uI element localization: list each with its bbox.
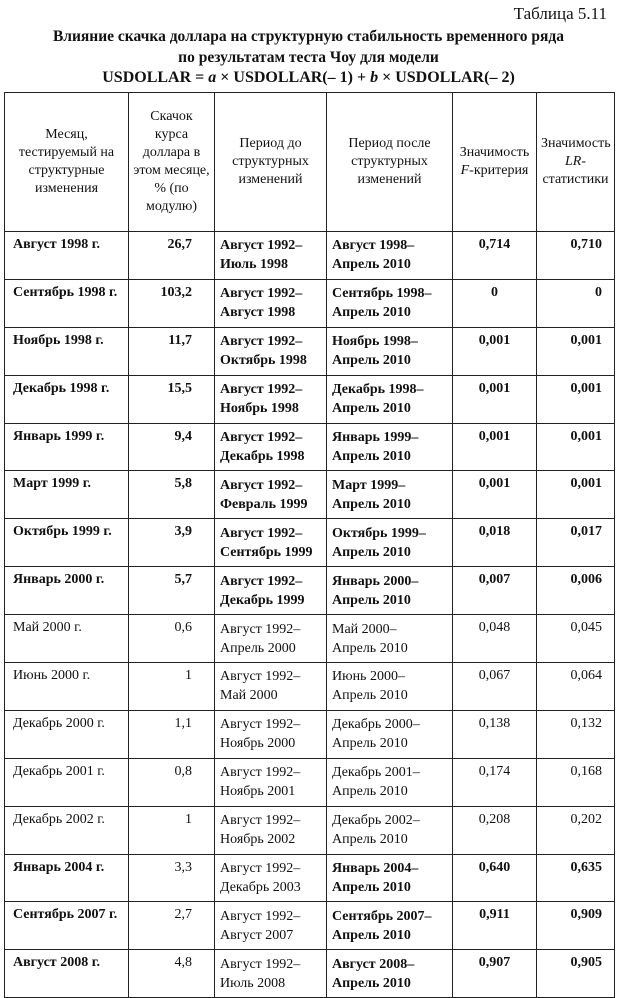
cell-period-after-text: Октябрь 1999– [332,525,426,541]
cell-period-before-text: Ноябрь 2000 [220,736,296,752]
cell-lr-significance-text: 0,635 [570,859,602,875]
table-row [5,854,615,902]
table-row [5,232,615,280]
cell-month-text: Ноябрь 1998 г. [13,332,104,348]
cell-f-significance-text: 0,067 [478,668,511,684]
cell-period-before [215,758,327,806]
cell-lr-significance [537,471,615,519]
cell-period-before-text: Август 1992– [220,669,301,685]
cell-lr-significance-text: 0,006 [570,572,602,588]
cell-period-after-text: Сентябрь 1998– [332,286,432,302]
cell-period-after-text: Апрель 2010 [332,401,411,417]
model-formula: USDOLLAR = a × USDOLLAR(– 1) + b × USDOLLAR(– 2) [102,69,515,86]
cell-period-after-text: Апрель 2010 [332,353,411,369]
cell-lr-significance [537,279,615,327]
table-row [5,423,615,471]
cell-period-after [327,279,453,327]
table-row [5,327,615,375]
cell-jump [129,519,215,567]
cell-jump-text: 5,8 [174,476,192,492]
cell-f-significance [453,710,537,758]
cell-jump-text: 0,6 [174,620,192,636]
cell-period-before [215,279,327,327]
cell-f-significance-text: 0,001 [478,380,511,396]
cell-period-after [327,950,453,998]
cell-period-before [215,854,327,902]
cell-jump [129,615,215,663]
cell-jump-text: 26,7 [167,237,192,252]
cell-month-text: Август 2008 г. [13,955,100,971]
cell-period-before-text: Август 1992– [220,430,303,445]
cell-lr-significance [537,327,615,375]
header-period-before: Период до структурных изменений [215,93,327,232]
cell-period-before-text: Декабрь 1998 [220,449,305,464]
cell-lr-significance [537,375,615,423]
cell-lr-significance-text: 0 [595,284,602,300]
cell-lr-significance-text: 0,001 [570,332,602,348]
cell-period-before-text: Ноябрь 2001 [220,784,296,800]
cell-period-before [215,710,327,758]
cell-month-text: Август 1998 г. [13,237,100,252]
cell-month [5,854,129,902]
cell-period-after-text: Апрель 2010 [332,544,411,560]
cell-lr-significance [537,902,615,950]
cell-lr-significance-text: 0,001 [570,428,602,444]
cell-period-after-text: Апрель 2010 [332,927,411,943]
cell-period-before-text: Август 1992– [220,621,301,637]
cell-f-significance [453,519,537,567]
cell-f-significance-text: 0,714 [478,237,511,252]
cell-period-before [215,567,327,615]
cell-period-before [215,663,327,711]
cell-period-after-text: Декабрь 2002– [332,813,420,829]
cell-month-text: Сентябрь 2007 г. [13,907,118,923]
cell-period-before [215,232,327,280]
cell-jump [129,375,215,423]
cell-period-before [215,375,327,423]
cell-period-after-text: Апрель 2010 [332,784,408,800]
cell-month-text: Январь 2004 г. [13,859,105,875]
formula-lhs: USDOLLAR [102,69,192,86]
cell-month [5,423,129,471]
title-line-1: Влияние скачка доллара на структурную стабильность временного ряда [52,28,565,45]
table-row [5,279,615,327]
cell-month [5,950,129,998]
header-f-prefix: Значимость [459,145,530,160]
cell-jump-text: 2,7 [174,907,192,923]
cell-period-after [327,567,453,615]
cell-period-before-text: Октябрь 1998 [220,353,307,369]
cell-period-after [327,519,453,567]
cell-period-after-text: Апрель 2010 [332,257,411,273]
header-period-after: Период после структурных изменений [327,93,453,232]
cell-jump-text: 1,1 [174,715,192,731]
cell-f-significance [453,279,537,327]
cell-period-after-text: Март 1999– [332,477,406,493]
cell-month [5,375,129,423]
formula-coef-a: a [208,69,217,86]
cell-period-after-text: Январь 1999– [332,430,419,445]
cell-period-after [327,471,453,519]
cell-month [5,519,129,567]
cell-period-before-text: Август 1992– [220,477,303,493]
cell-f-significance [453,327,537,375]
cell-period-before-text: Август 2007 [220,927,294,943]
cell-period-before-text: Сентябрь 1999 [220,544,313,560]
cell-f-significance [453,902,537,950]
cell-month-text: Октябрь 1999 г. [13,524,112,540]
cell-f-significance [453,758,537,806]
cell-lr-significance [537,663,615,711]
cell-jump-text: 15,5 [167,380,192,396]
cell-f-significance-text: 0,001 [478,332,511,348]
cell-month-text: Май 2000 г. [13,620,82,636]
cell-jump-text: 11,7 [168,332,192,348]
cell-jump-text: 1 [185,668,192,684]
cell-period-before [215,806,327,854]
cell-jump-text: 3,9 [174,524,192,540]
cell-jump [129,567,215,615]
cell-jump-text: 4,8 [174,955,192,971]
cell-f-significance [453,423,537,471]
cell-lr-significance-text: 0,168 [570,763,602,779]
cell-period-after [327,710,453,758]
cell-month [5,232,129,280]
cell-period-after-text: Апрель 2010 [332,880,411,896]
cell-f-significance [453,567,537,615]
cell-lr-significance [537,950,615,998]
cell-jump [129,327,215,375]
cell-jump [129,471,215,519]
cell-f-significance-text: 0,174 [478,763,511,779]
formula-term-2: USDOLLAR(– 2) [395,69,515,86]
cell-jump [129,232,215,280]
cell-f-significance-text: 0,208 [478,811,511,827]
cell-period-after-text: Апрель 2010 [332,640,408,656]
cell-f-significance-text: 0,007 [478,572,511,588]
cell-period-before-text: Август 1992– [220,334,303,350]
cell-period-after-text: Апрель 2010 [332,305,411,321]
cell-period-after-text: Декабрь 2000– [332,717,420,733]
cell-period-after-text: Январь 2004– [332,861,419,877]
cell-month [5,663,129,711]
cell-lr-significance [537,567,615,615]
cell-period-after-text: Ноябрь 1998– [332,334,418,350]
cell-period-before-text: Август 1992– [220,238,303,254]
cell-period-after [327,423,453,471]
cell-jump [129,423,215,471]
cell-month [5,471,129,519]
cell-period-before [215,519,327,567]
cell-lr-significance-text: 0,045 [570,620,602,636]
table-number: Таблица 5.11 [513,4,607,23]
cell-period-before [215,950,327,998]
cell-f-significance [453,663,537,711]
cell-period-after [327,758,453,806]
cell-month [5,567,129,615]
cell-jump [129,854,215,902]
cell-month-text: Декабрь 2002 г. [13,811,105,827]
table-row [5,950,615,998]
cell-period-before-text: Август 1992– [220,286,303,302]
cell-period-before-text: Август 1992– [220,765,301,781]
cell-month-text: Декабрь 1998 г. [13,380,110,396]
cell-period-after [327,615,453,663]
cell-f-significance [453,806,537,854]
cell-jump [129,279,215,327]
cell-period-before-text: Август 1992– [220,573,303,589]
title-line-2: по результатам теста Чоу для модели [178,49,439,66]
cell-lr-significance [537,232,615,280]
cell-period-after-text: Апрель 2010 [332,832,408,848]
table-row [5,758,615,806]
cell-jump [129,806,215,854]
table-row [5,806,615,854]
cell-month [5,758,129,806]
cell-jump [129,663,215,711]
table-row [5,567,615,615]
cell-lr-significance [537,854,615,902]
cell-period-before-text: Август 1992– [220,956,301,972]
chow-test-table [4,92,615,998]
formula-coef-b: b [370,69,379,86]
cell-month-text: Сентябрь 1998 г. [13,284,118,300]
cell-lr-significance-text: 0,001 [570,476,602,492]
cell-period-after-text: Август 2008– [332,956,415,972]
cell-f-significance [453,854,537,902]
cell-month-text: Январь 1999 г. [13,428,105,444]
cell-month [5,710,129,758]
cell-lr-significance [537,615,615,663]
table-row [5,902,615,950]
cell-period-before-text: Декабрь 1999 [220,592,305,608]
cell-f-significance-text: 0,911 [479,907,510,923]
cell-jump-text: 5,7 [174,572,192,588]
cell-period-before-text: Ноябрь 2002 [220,832,296,848]
cell-lr-significance [537,519,615,567]
cell-jump-text: 9,4 [174,428,192,444]
cell-jump-text: 3,3 [174,859,192,875]
cell-jump [129,950,215,998]
table-title [0,26,617,68]
cell-period-after [327,232,453,280]
cell-f-significance [453,471,537,519]
cell-period-after-text: Сентябрь 2007– [332,908,432,924]
cell-period-after-text: Апрель 2010 [332,496,411,512]
cell-period-after [327,327,453,375]
header-f-significance [453,93,537,232]
cell-period-before [215,423,327,471]
cell-jump [129,758,215,806]
cell-lr-significance [537,710,615,758]
header-lr-prefix: Значимость [541,136,611,151]
cell-f-significance-text: 0,018 [478,524,511,540]
cell-f-significance [453,615,537,663]
cell-lr-significance-text: 0,001 [570,380,602,396]
cell-f-significance-text: 0,138 [478,715,511,731]
cell-period-after-text: Июнь 2000– [332,669,405,685]
cell-month-text: Декабрь 2001 г. [13,763,105,779]
cell-period-before [215,615,327,663]
cell-period-after-text: Апрель 2010 [332,688,408,704]
header-lr-suffix: -статистики [542,154,609,187]
table-header-row [5,93,615,232]
cell-f-significance-text: 0,048 [478,620,511,636]
cell-period-after-text: Апрель 2010 [332,736,408,752]
header-f-italic: F [460,163,470,178]
header-month: Месяц, тестируемый на структурные изменения [5,93,129,232]
cell-jump [129,902,215,950]
table-row [5,663,615,711]
cell-lr-significance-text: 0,017 [570,524,602,540]
cell-f-significance-text: 0,001 [478,428,511,444]
header-jump: Скачок курса доллара в этом месяце, % (по модулю) [129,93,215,232]
table-row [5,710,615,758]
cell-period-before-text: Август 1992– [220,525,303,541]
cell-f-significance [453,232,537,280]
cell-period-after-text: Декабрь 1998– [332,382,424,398]
cell-month [5,902,129,950]
cell-f-significance [453,950,537,998]
cell-period-after [327,806,453,854]
cell-month [5,327,129,375]
cell-period-after-text: Август 1998– [332,238,415,254]
cell-period-before-text: Август 1992– [220,813,301,829]
cell-month [5,615,129,663]
cell-period-after-text: Апрель 2010 [332,449,411,464]
cell-month [5,806,129,854]
cell-lr-significance [537,806,615,854]
table-row [5,519,615,567]
table-row [5,615,615,663]
cell-period-before-text: Август 1998 [220,305,296,321]
cell-lr-significance-text: 0,064 [570,668,602,684]
cell-lr-significance [537,423,615,471]
cell-period-before-text: Май 2000 [220,688,278,704]
cell-period-after [327,902,453,950]
cell-f-significance [453,375,537,423]
cell-lr-significance-text: 0,710 [570,237,602,252]
cell-f-significance-text: 0,640 [478,859,511,875]
cell-f-significance-text: 0,001 [478,476,511,492]
table-row [5,375,615,423]
cell-period-before-text: Декабрь 2003 [220,880,301,896]
cell-jump [129,710,215,758]
cell-jump-text: 103,2 [160,284,192,300]
cell-period-after-text: Январь 2000– [332,573,419,589]
header-f-suffix: -критерия [469,163,529,178]
cell-jump-text: 1 [185,811,192,827]
cell-month-text: Июнь 2000 г. [13,668,91,684]
cell-period-before-text: Август 1992– [220,717,301,733]
cell-period-before-text: Август 1992– [220,382,303,398]
cell-period-before-text: Февраль 1999 [220,496,308,512]
cell-period-after-text: Декабрь 2001– [332,765,420,781]
cell-f-significance-text: 0 [491,284,498,300]
cell-jump-text: 0,8 [174,763,192,779]
cell-period-before-text: Апрель 2000 [220,640,296,656]
cell-lr-significance [537,758,615,806]
cell-period-before [215,471,327,519]
header-lr-italic: LR [564,154,582,169]
cell-lr-significance-text: 0,909 [570,907,602,923]
cell-period-before [215,902,327,950]
cell-period-after [327,375,453,423]
cell-month-text: Март 1999 г. [13,476,91,492]
cell-period-before-text: Август 1992– [220,861,301,877]
cell-period-before-text: Август 1992– [220,908,301,924]
cell-month [5,279,129,327]
cell-month-text: Декабрь 2000 г. [13,715,105,731]
cell-lr-significance-text: 0,132 [570,715,602,731]
cell-lr-significance-text: 0,905 [570,955,602,971]
cell-period-after [327,854,453,902]
cell-period-after-text: Апрель 2010 [332,975,411,991]
header-lr-significance [537,93,615,232]
cell-period-after-text: Май 2000– [332,621,397,637]
formula-term-1: USDOLLAR(– 1) [233,69,353,86]
cell-period-before [215,327,327,375]
cell-period-before-text: Июль 1998 [220,257,288,273]
cell-lr-significance-text: 0,202 [570,811,602,827]
table-row [5,471,615,519]
cell-period-after [327,663,453,711]
cell-period-before-text: Ноябрь 1998 [220,401,299,417]
cell-f-significance-text: 0,907 [478,955,511,971]
cell-period-after-text: Апрель 2010 [332,592,411,608]
cell-period-before-text: Июль 2008 [220,975,286,991]
cell-month-text: Январь 2000 г. [13,572,105,588]
